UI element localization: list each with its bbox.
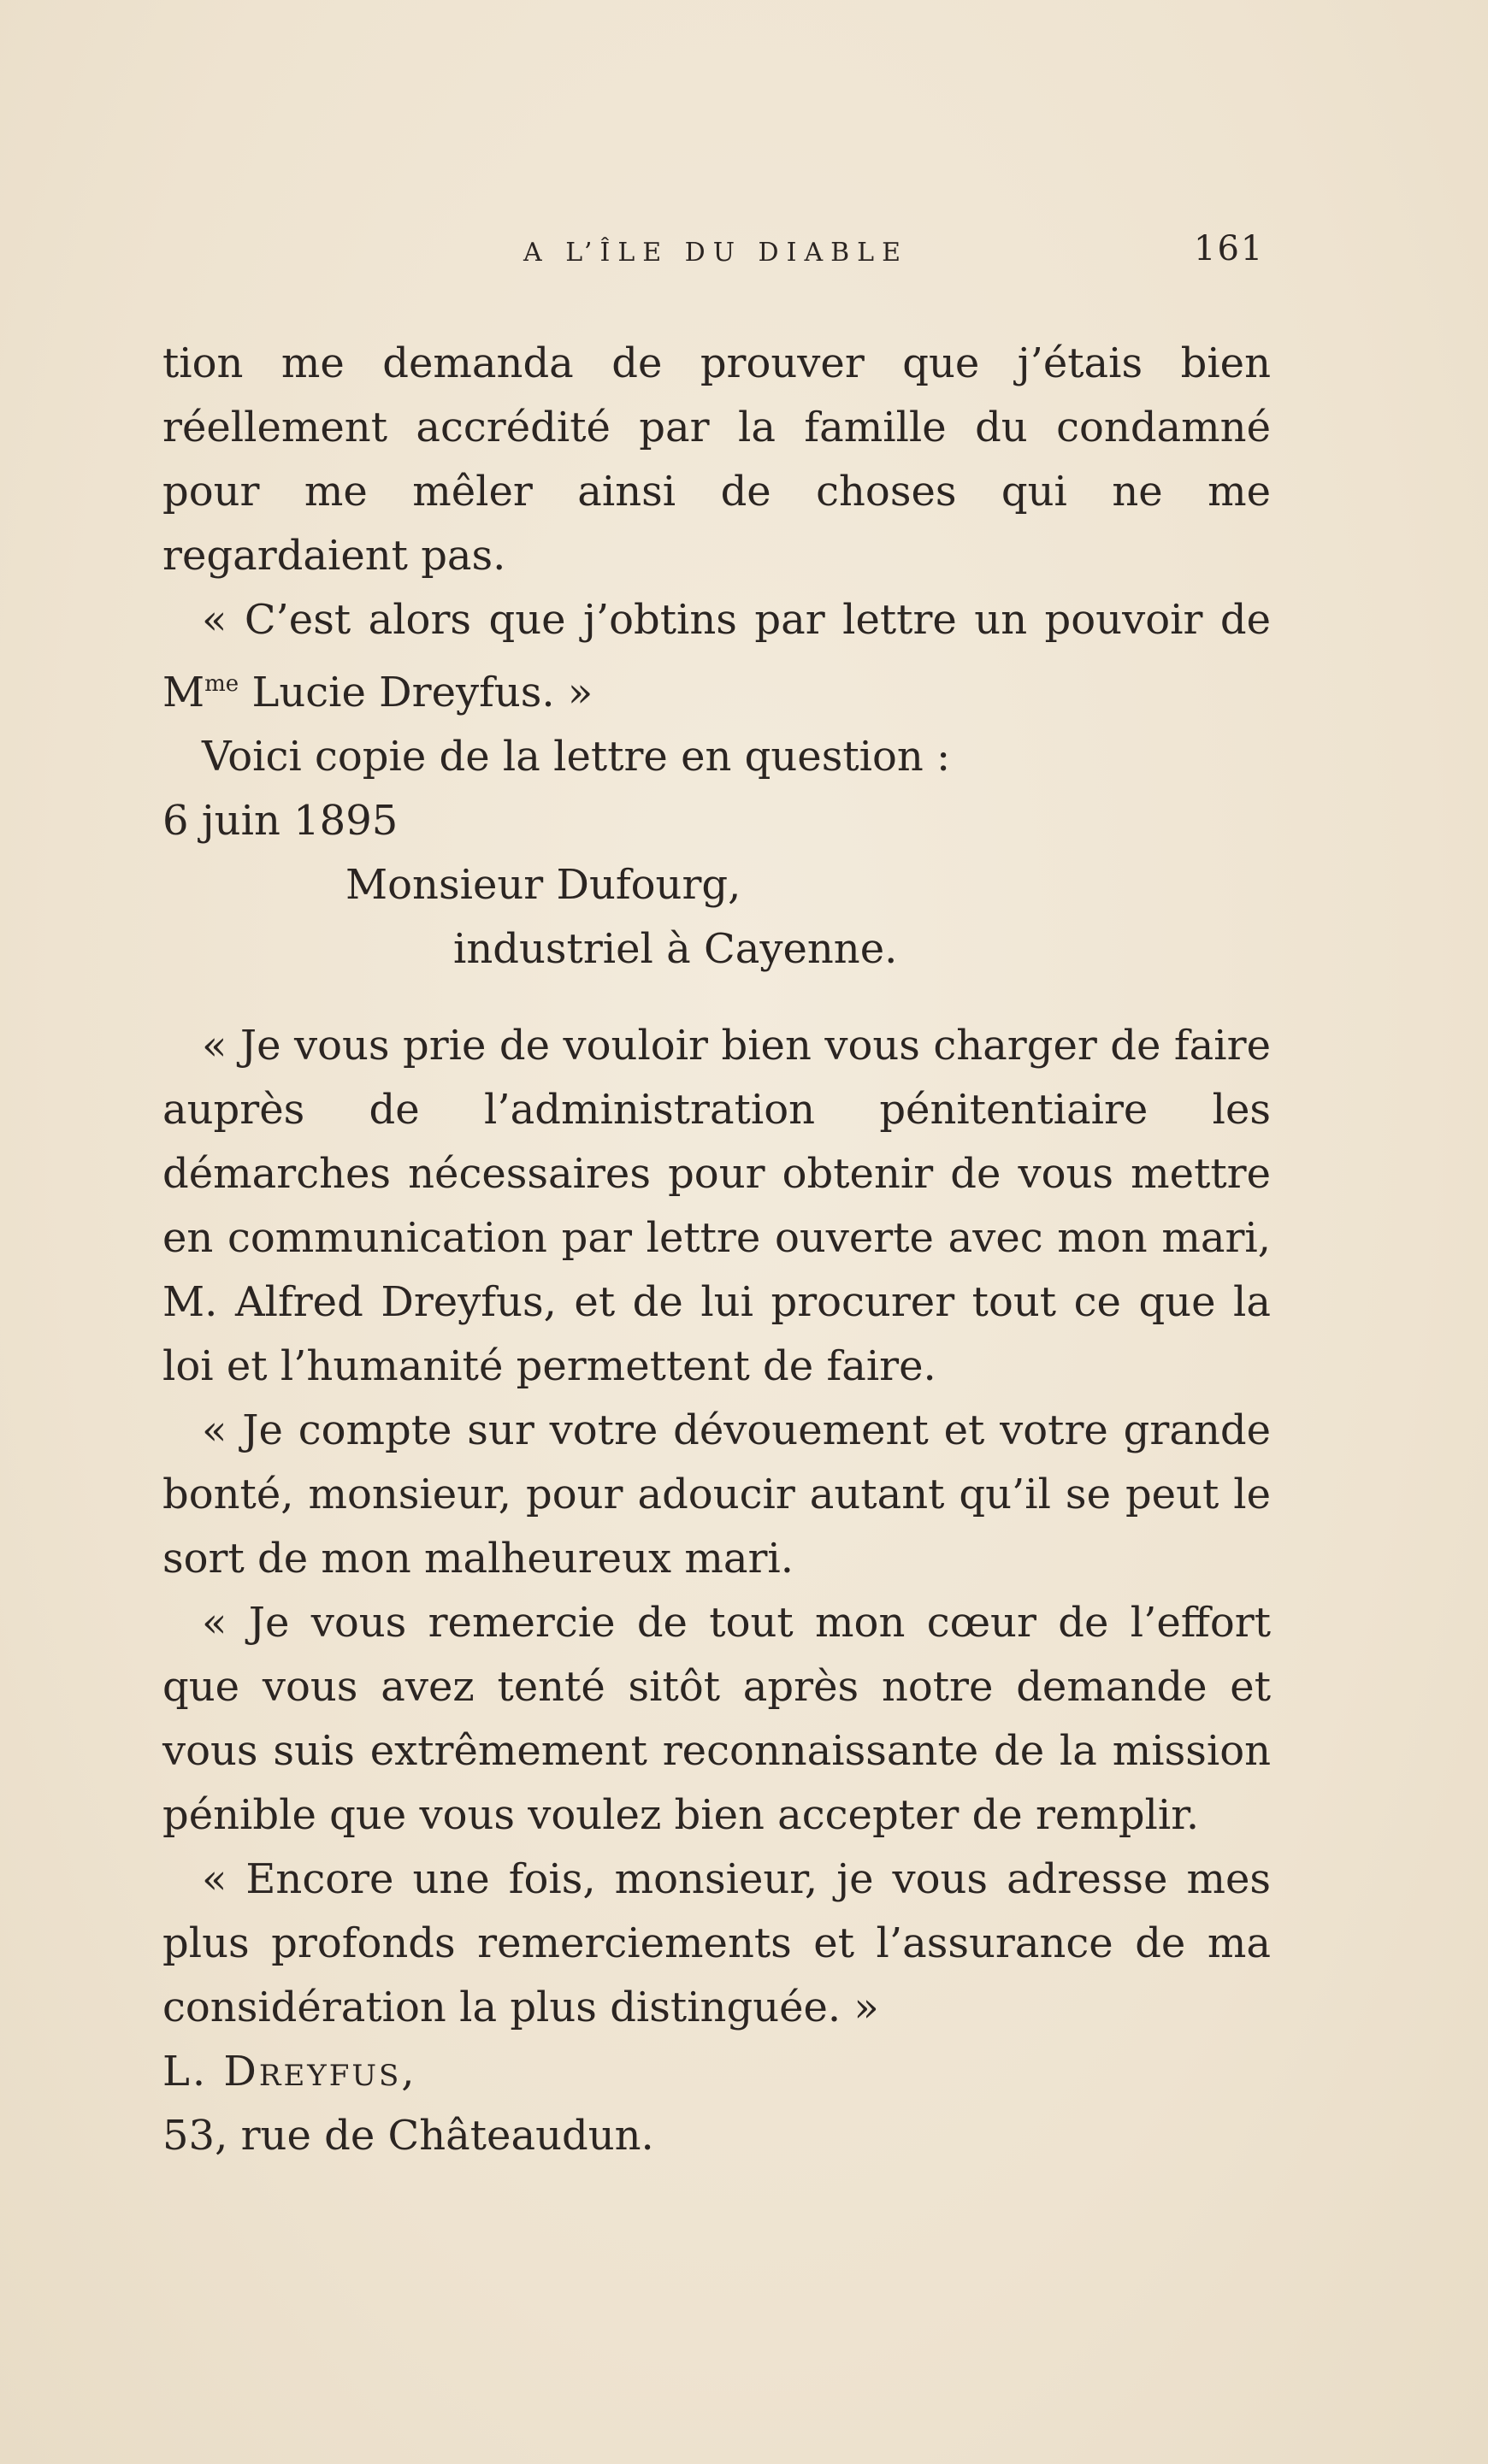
page-number: 161 <box>1194 229 1265 268</box>
letter-paragraph: « Je vous prie de vouloir bien vous charger de faire auprès de l’administration pénitentiaire les démarches nécessaires pour obtenir de vous mettre en communication par lettre ouverte avec mon mari, M. Alfred Dreyfus, et de lui procurer tout ce que la loi et l’humanité permettent de faire. <box>162 1022 1271 1390</box>
paragraph-quote-end: Lucie Dreyfus. » <box>239 669 593 716</box>
paragraph-quote-start: « C’est alors que j’obtins par lettre un pouvoir de M <box>162 596 1271 716</box>
running-title: A L’ÎLE DU DIABLE <box>523 238 908 268</box>
paragraph-intro: Voici copie de la lettre en question : <box>202 733 951 781</box>
letter-body <box>162 1014 1271 2040</box>
letter-recipient-name: Monsieur Dufourg, <box>345 861 741 909</box>
letter-date: 6 juin 1895 <box>162 797 399 845</box>
paragraph-quote <box>162 588 1271 725</box>
letter-address: 53, rue de Châteaudun. <box>162 2112 654 2160</box>
letter-signature: L. Dreyfus, <box>162 2048 417 2096</box>
letter-paragraph: « Encore une fois, monsieur, je vous adresse mes plus profonds remerciements et l’assurance de ma considération la plus distinguée. » <box>162 1855 1271 2031</box>
letter-paragraph: « Je compte sur votre dévouement et votre grande bonté, monsieur, pour adoucir autant qu’il se peut le sort de mon malheureux mari. <box>162 1406 1271 1583</box>
letter-paragraph: « Je vous remercie de tout mon cœur de l’effort que vous avez tenté sitôt après notre demande et vous suis extrêmement reconnaissante de la mission pénible que vous voulez bien accepter de remplir. <box>162 1599 1271 1839</box>
letter-recipient-title: industriel à Cayenne. <box>453 925 898 973</box>
page-header <box>0 229 1488 280</box>
madame-superscript: me <box>204 671 239 697</box>
page-body <box>162 332 1271 2168</box>
paragraph-continuation: tion me demanda de prouver que j’étais bien réellement accrédité par la famille du condamné pour me mêler ainsi de choses qui ne me regardaient pas. <box>162 339 1271 580</box>
